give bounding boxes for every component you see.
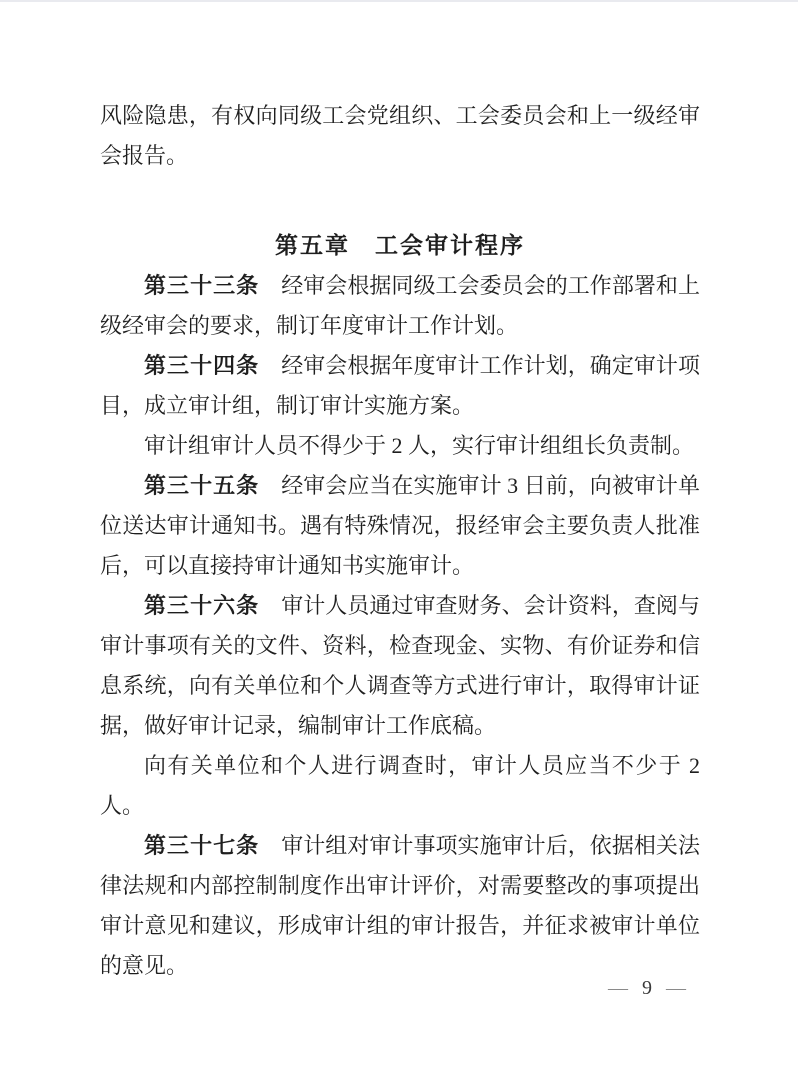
article-paragraph <box>100 426 700 466</box>
article-text: 审计组审计人员不得少于 2 人，实行审计组组长负责制。 <box>144 433 695 458</box>
page-number-right-dash: — <box>666 977 686 999</box>
page-number-left-dash: — <box>608 977 628 999</box>
article-text: 向有关单位和个人进行调查时，审计人员应当不少于 2 人。 <box>100 753 700 818</box>
article-number-label: 第三十六条 <box>144 593 260 618</box>
page-content <box>100 96 700 986</box>
article-number-label: 第三十七条 <box>144 833 260 858</box>
article-paragraph <box>100 746 700 826</box>
article-number-label: 第三十五条 <box>144 473 260 498</box>
chapter-heading: 第五章 工会审计程序 <box>275 233 525 258</box>
article-text: 经审会根据年度审计工作计划，确定审计项目，成立审计组，制订审计实施方案。 <box>100 353 700 418</box>
page-number-value: 9 <box>642 977 652 999</box>
scan-edge-artifact <box>0 0 798 2</box>
article-paragraph <box>100 586 700 746</box>
article-text: 审计组对审计事项实施审计后，依据相关法律法规和内部控制制度作出审计评价，对需要整改的事项提出审计意见和建议，形成审计组的审计报告，并征求被审计单位的意见。 <box>100 833 700 978</box>
continuation-paragraph: 风险隐患，有权向同级工会党组织、工会委员会和上一级经审会报告。 <box>100 103 700 168</box>
article-paragraph <box>100 346 700 426</box>
article-text: 经审会应当在实施审计 3 日前，向被审计单位送达审计通知书。遇有特殊情况，报经审会主要负责人批准后，可以直接持审计通知书实施审计。 <box>100 473 700 578</box>
article-paragraph <box>100 826 700 986</box>
article-paragraph <box>100 266 700 346</box>
article-text: 经审会根据同级工会委员会的工作部署和上级经审会的要求，制订年度审计工作计划。 <box>100 273 700 338</box>
article-text: 审计人员通过审查财务、会计资料，查阅与审计事项有关的文件、资料，检查现金、实物、有价证券和信息系统，向有关单位和个人调查等方式进行审计，取得审计证据，做好审计记录，编制审计工作底稿。 <box>100 593 700 738</box>
article-list <box>100 266 700 986</box>
article-paragraph <box>100 466 700 586</box>
article-number-label: 第三十三条 <box>144 273 260 298</box>
page-number <box>608 976 686 1000</box>
article-number-label: 第三十四条 <box>144 353 260 378</box>
